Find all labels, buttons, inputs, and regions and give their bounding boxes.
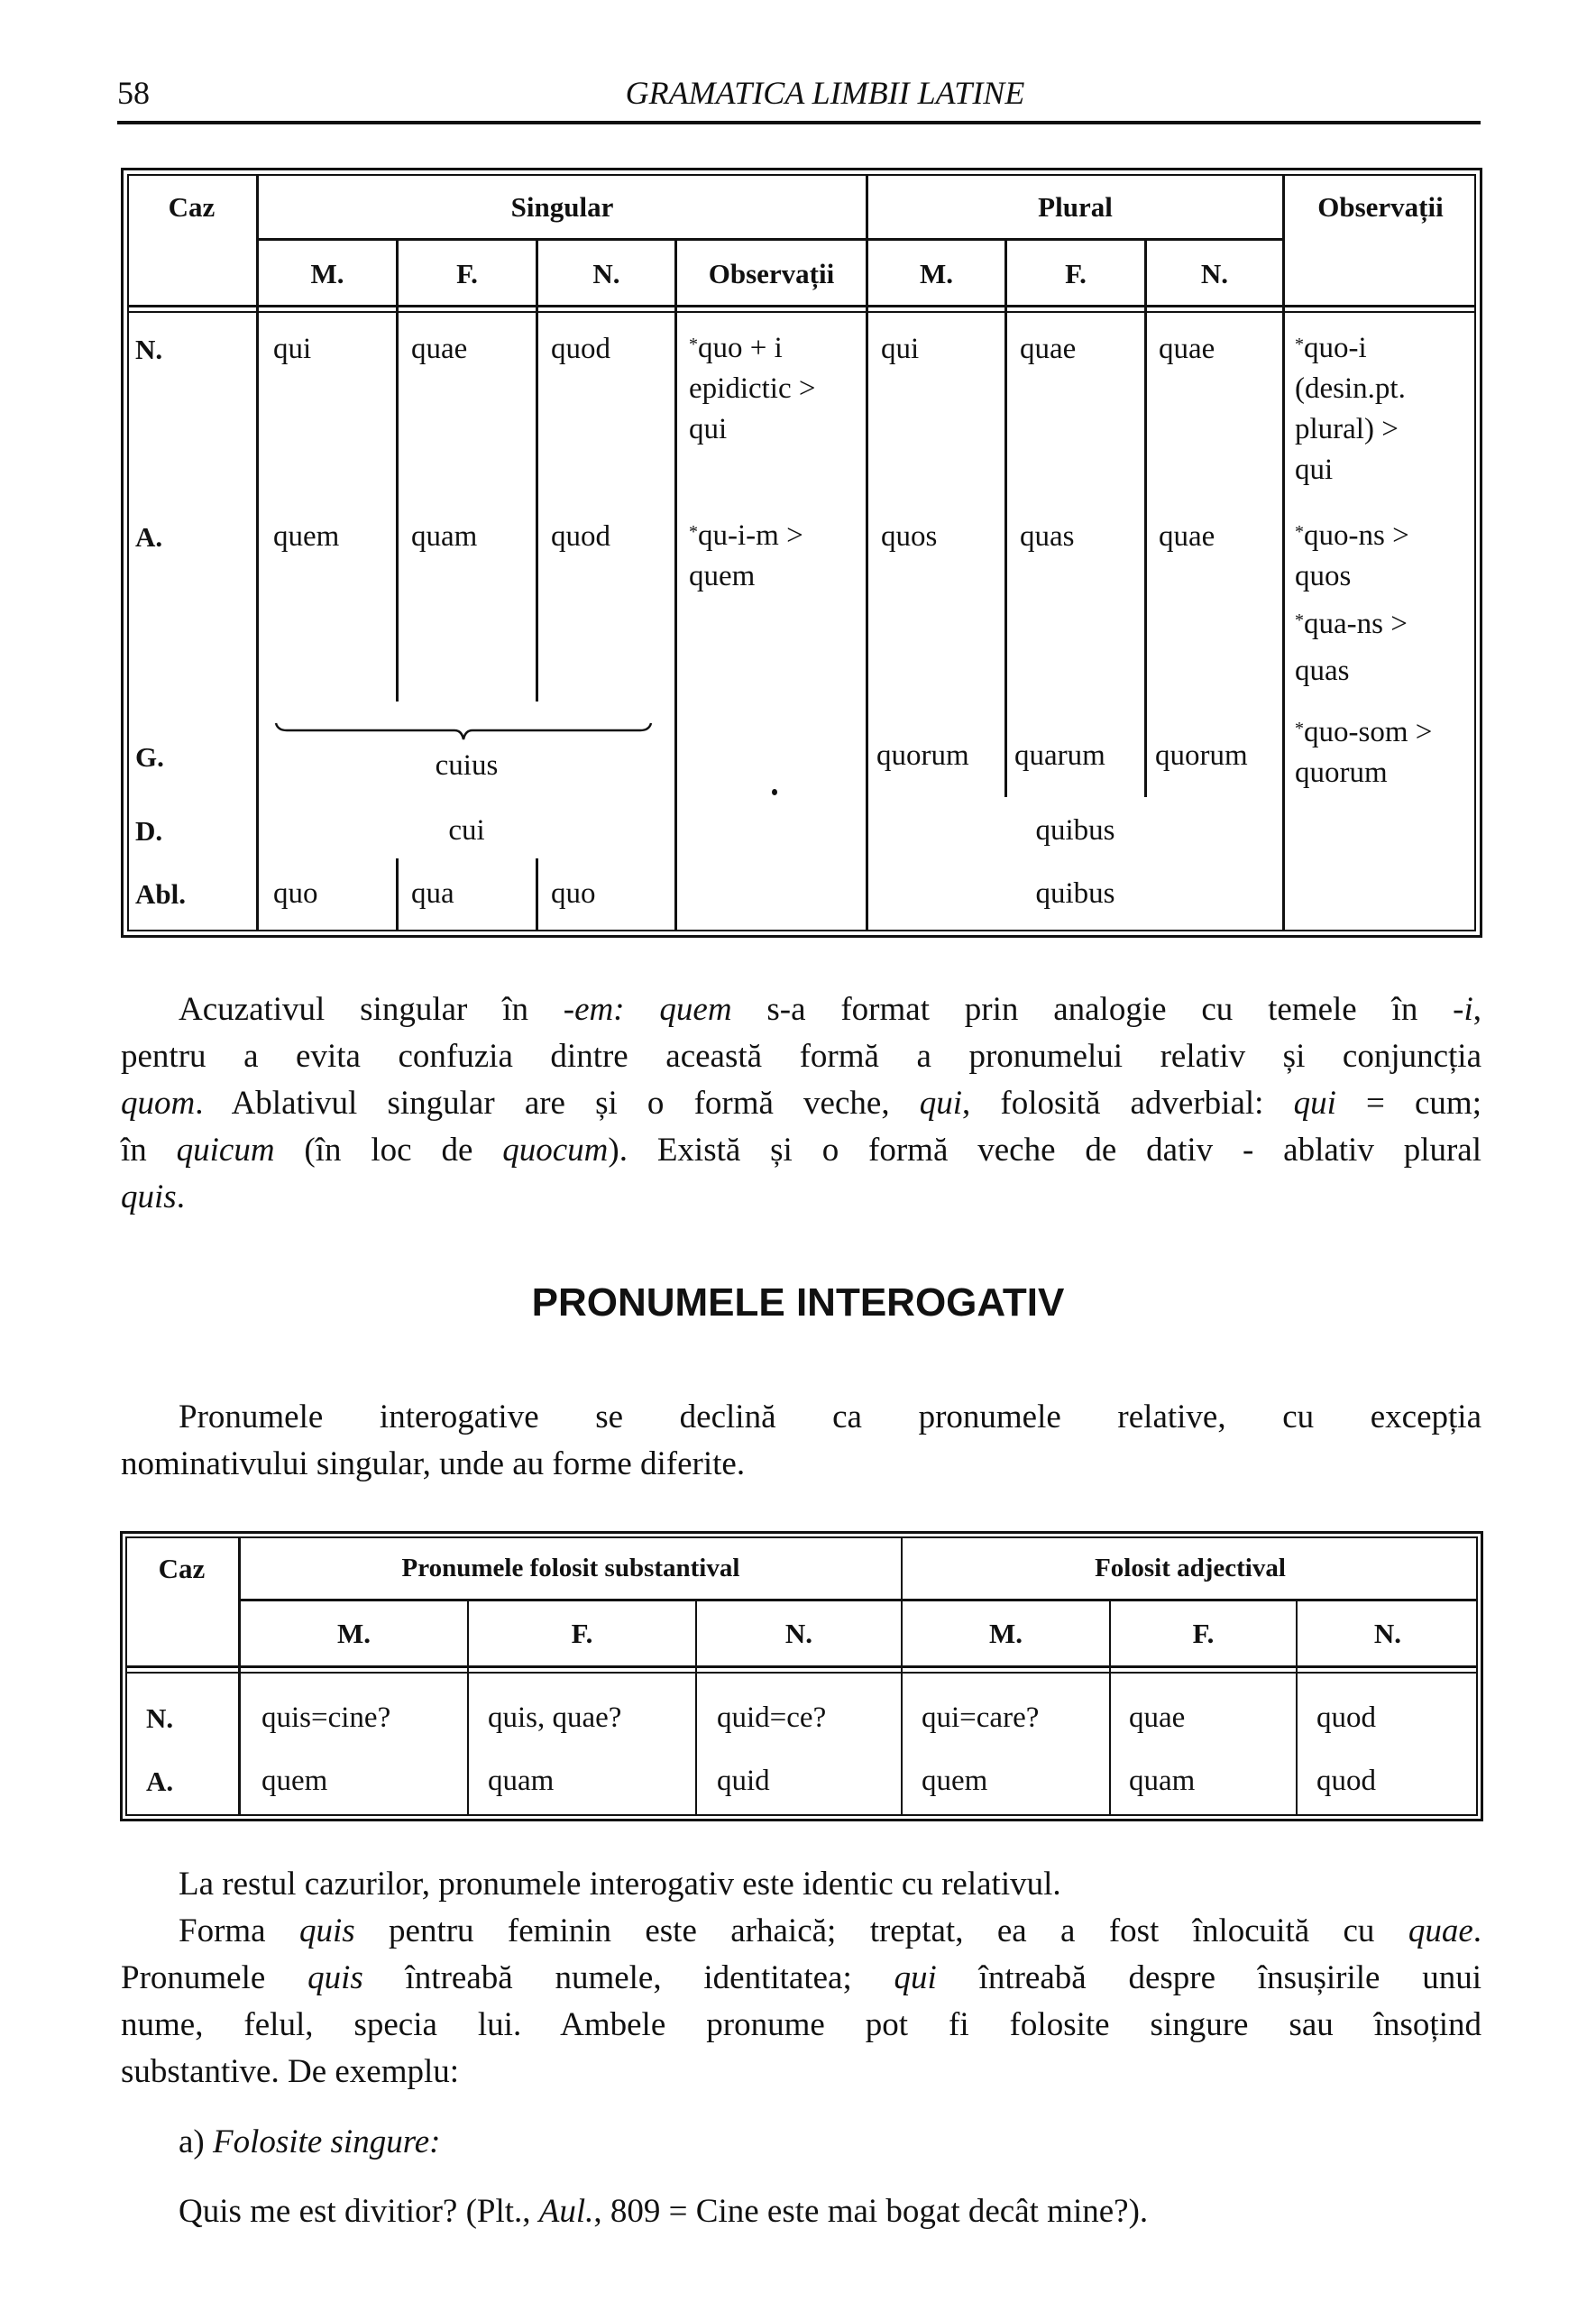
paragraph-acuzativ (121, 986, 1481, 1221)
table1-cell: quae (1159, 333, 1215, 365)
running-title: GRAMATICA LIMBII LATINE (625, 75, 1025, 111)
table2-header-substantival: Pronumele folosit substantival (401, 1554, 740, 1582)
table1-vline-pl-obs (1282, 174, 1285, 931)
table1-cell: quorum (1155, 739, 1248, 772)
table1-cell-quibus: quibus (1035, 877, 1115, 910)
italic-term: quem (659, 991, 732, 1028)
table2-cell: quid (717, 1765, 770, 1797)
table2-cell: quid=ce? (717, 1701, 827, 1734)
italic-term: quis (307, 1959, 363, 1996)
table2-hline-group (239, 1599, 1478, 1601)
table1-sub-sg-m: M. (310, 258, 344, 289)
table1-sub-pl-m: M. (919, 258, 953, 289)
table1-sub-pl-f: F. (1065, 258, 1087, 289)
table2-cell: quem (261, 1765, 328, 1797)
table1-cell: quod (551, 333, 610, 365)
paragraph-line: quis. (121, 1179, 185, 1215)
table2-case-n: N. (146, 1702, 174, 1734)
table2-sub-n-adj: N. (1373, 1618, 1402, 1649)
table2-sub-n: N. (784, 1618, 813, 1649)
table1-vline-pl-fn (1144, 238, 1147, 797)
table2-cell: quam (488, 1765, 555, 1797)
table1-obs-cell: *quo + i epidictic > qui (689, 332, 816, 445)
table2-cell: quem (922, 1765, 988, 1797)
table1-hline-header-bottom (127, 305, 1476, 307)
table1-cell: quem (273, 520, 340, 553)
stray-dot (772, 789, 777, 795)
table1-hline-header-double (127, 311, 1476, 313)
table1-obs-cell: *quo-ns > quos *qua-ns > quas (1295, 519, 1409, 687)
paragraph-line: în quicum (în loc de quocum). Există și o formă veche de dativ - ablativ plural (121, 1132, 1481, 1169)
paragraph-restul (121, 1861, 1481, 2096)
table1-cell-cuius: cuius (435, 749, 499, 782)
table1-cell: qui (881, 333, 920, 365)
example-sentence (179, 2188, 1481, 2235)
table1-header-singular: Singular (510, 191, 614, 223)
table1-obs-cell: *quo-som > quorum (1295, 716, 1433, 789)
paragraph-line: La restul cazurilor, pronumele interogativ este identic cu relativul. (179, 1866, 1061, 1903)
table1-cell: quam (411, 520, 478, 553)
italic-term: quae (1408, 1912, 1473, 1949)
table1-vline-sg-mf-abl (396, 858, 399, 931)
paragraph-line: Acuzativul singular în -em: quem s-a format prin analogie cu temele în -i, (179, 991, 1481, 1028)
table1-cell: quod (551, 520, 610, 553)
table1-vline-sg-mf-top (396, 238, 399, 702)
table1-cell: qua (411, 877, 454, 910)
italic-term: qui (894, 1959, 937, 1996)
paragraph-interogative (179, 1394, 1481, 1441)
table2-sub-m-adj: M. (988, 1618, 1023, 1649)
italic-term: quis (298, 1912, 355, 1949)
italic-term: -i (1453, 991, 1473, 1028)
section-heading: PRONUMELE INTEROGATIV (531, 1280, 1065, 1325)
example-heading (179, 2119, 1481, 2166)
table2-cell: quod (1316, 1701, 1376, 1734)
italic-term: quom (121, 1085, 196, 1122)
asterisk: * (689, 335, 698, 354)
example-prefix: a) (179, 2123, 213, 2160)
paragraph-line: quom. Ablativul singular are și o formă veche, qui, folosită adverbial: qui = cum; (121, 1085, 1481, 1122)
italic-term: qui (919, 1085, 962, 1122)
table2-cell: quae (1129, 1701, 1186, 1734)
table1-vline-sg-fn-top (536, 238, 538, 702)
page-number: 58 (117, 75, 150, 111)
paragraph-line: Quis me est divitior? (Plt., Aul., 809 = Cine este mai bogat decât mine?). (179, 2193, 1149, 2230)
table2-header-adjectival: Folosit adjectival (1095, 1554, 1286, 1582)
table1-case-n: N. (135, 334, 163, 365)
table1-obs-cell: *quo-i (desin.pt. plural) > qui (1295, 332, 1406, 486)
paragraph-interogative-line2 (121, 1441, 1481, 1488)
table1-vline-sg-obs (674, 238, 677, 931)
brace-icon (274, 721, 653, 743)
table1-cell: quae (1020, 333, 1077, 365)
paragraph-line: Pronumele quis întreabă numele, identitatea; qui întreabă despre însușirile unui (121, 1959, 1481, 1996)
table1-hline-group (256, 238, 1284, 241)
table1-case-d: D. (135, 815, 163, 847)
table2-cell: quam (1129, 1765, 1196, 1797)
italic-term: -em: (563, 991, 625, 1028)
paragraph-line: nume, felul, specia lui. Ambele pronume pot fi folosite singure sau însoțind (121, 2006, 1481, 2043)
italic-term: quocum (502, 1132, 609, 1169)
table1-case-abl: Abl. (135, 878, 186, 910)
example-label: Folosite singure: (213, 2123, 441, 2160)
table1-cell: quo (273, 877, 318, 910)
table1-case-a: A. (135, 521, 163, 553)
table1-case-g: G. (135, 741, 164, 773)
table1-cell: quarum (1014, 739, 1105, 772)
table1-sub-sg-f: F. (456, 258, 478, 289)
table1-obs-cell: *qu-i-m > quem (689, 519, 803, 592)
table1-header-plural: Plural (1038, 191, 1113, 223)
italic-term: qui (1293, 1085, 1336, 1122)
table1-sub-pl-n: N. (1200, 258, 1229, 289)
table2-sub-m: M. (336, 1618, 371, 1649)
italic-term: quicum (176, 1132, 275, 1169)
table2-sub-f: F. (571, 1618, 593, 1649)
table2-sub-f-adj: F. (1192, 1618, 1215, 1649)
table1-header-caz: Caz (168, 191, 216, 223)
table1-cell-cui: cui (448, 814, 485, 847)
table1-sub-sg-obs: Observații (708, 258, 835, 289)
table1-vline-pl-mf (1004, 238, 1007, 797)
paragraph-line: Pronumele interogative se declină ca pronumele relative, cu excepția (179, 1399, 1481, 1435)
table2-cell: quod (1316, 1765, 1376, 1797)
table1-cell: quae (411, 333, 468, 365)
paragraph-line: Forma quis pentru feminin este arhaică; treptat, ea a fost înlocuită cu quae. (179, 1912, 1481, 1949)
paragraph-line: substantive. De exemplu: (121, 2053, 460, 2090)
table2-header-caz: Caz (158, 1553, 206, 1584)
table2-case-a: A. (146, 1765, 174, 1797)
table1-cell: qui (273, 333, 312, 365)
table1-vline-sg-fn-abl (536, 858, 538, 931)
table2-cell: quis=cine? (261, 1701, 391, 1734)
table1-sub-sg-n: N. (592, 258, 620, 289)
header-rule (117, 121, 1481, 124)
table1-cell: quos (881, 520, 938, 553)
table1-cell: quas (1020, 520, 1075, 553)
table2-hline-header-double (125, 1672, 1478, 1674)
table1-header-observatii: Observații (1317, 191, 1444, 223)
table2-hline-header-bottom (125, 1665, 1478, 1668)
paragraph-line: pentru a evita confuzia dintre această formă a pronumelui relativ și conjuncția (121, 1038, 1481, 1075)
table2-cell: qui=care? (922, 1701, 1040, 1734)
table1-cell: quae (1159, 520, 1215, 553)
table1-cell-quibus: quibus (1035, 814, 1115, 847)
italic-term: quis (121, 1179, 177, 1215)
table1-cell: quo (551, 877, 596, 910)
table2-cell: quis, quae? (488, 1701, 622, 1734)
paragraph-line: nominativului singular, unde au forme diferite. (121, 1445, 746, 1482)
italic-term: Aul. (538, 2193, 594, 2230)
table1-cell: quorum (876, 739, 969, 772)
